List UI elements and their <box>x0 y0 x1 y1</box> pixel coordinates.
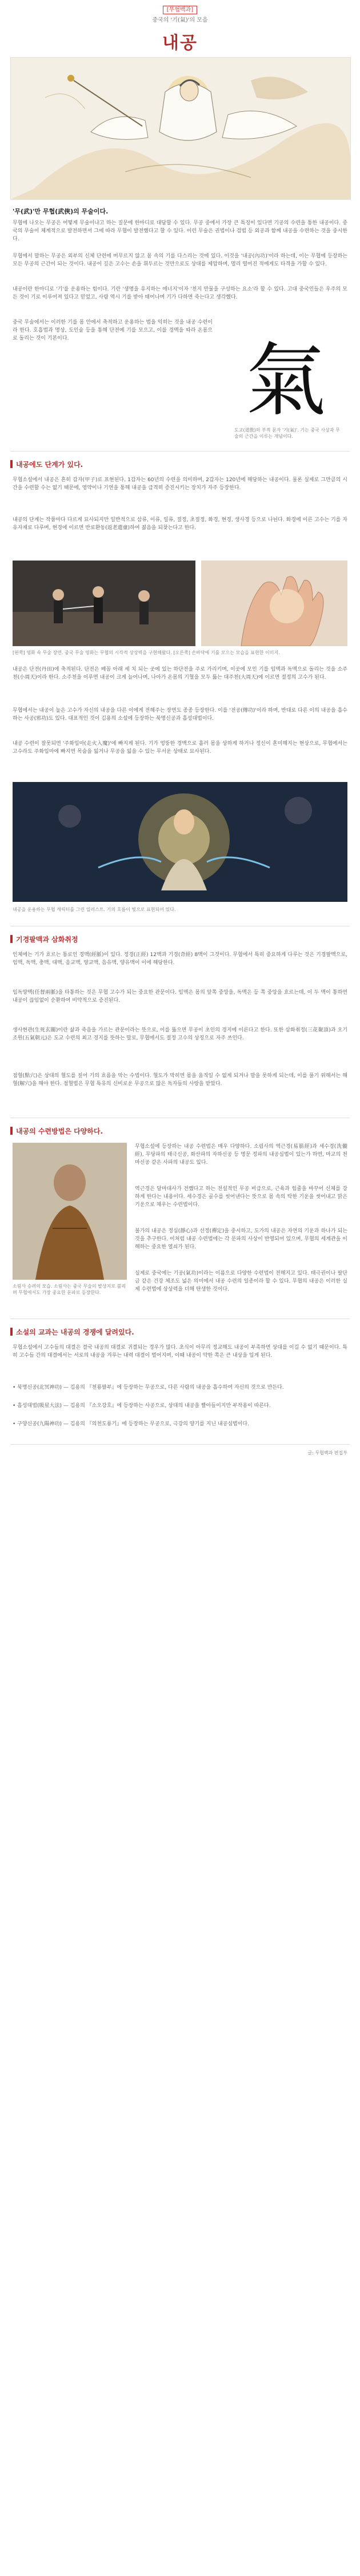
section-5-list-item-1: • 북명신공(北冥神功) — 김용의 『천룡팔부』에 등장하는 무공으로, 다른 사람의 내공을 흡수하여 자신의 것으로 만든다. <box>13 1385 284 1390</box>
intro-paragraph-1: 무협에 나오는 무공은 어떻게 무술이냐고 하는 질문에 한마디로 대답할 수 있다. 무공 중에서 가장 큰 특징이 있다면 기공의 수련을 통한 내공이다. 중국의 무술이 체계적으로 발전하면서 그에 따라 무협이 발전했다고 할 수 있다. 이런 무술은 권법이나 검법 등 외공과 함께 내공을 수련하는 것을 중시한다. <box>13 220 347 242</box>
hero-illustration <box>10 57 351 200</box>
section-accent <box>10 1328 13 1336</box>
section-2-paragraph-3: 내공은 단전(丹田)에 축적된다. 단전은 배꼽 아래 세 치 되는 곳에 있는 하단전을 주로 가리키며, 이곳에 모인 기를 임맥과 독맥으로 돌리는 것을 소주천(小周天)이라 한다. 소주천을 이루면 내공이 크게 늘어나며, 나아가 온몸의 기혈을 모두 뚫는 대주천(大周天)에 이르면 절정의 고수가 된다. <box>13 667 347 680</box>
section-2-paragraph-2: 내공의 단계는 작품마다 다르게 묘사되지만 일반적으로 삼류, 이류, 일류, 절정, 초절정, 화경, 현경, 생사경 등으로 나뉜다. 화경에 이른 고수는 기를 자유자재로 다루며, 현경에 이르면 반로환동(返老還童)하여 젊음을 되찾는다고 한다. <box>13 517 347 531</box>
footer-divider <box>10 1444 350 1445</box>
intro-paragraph-3: 내공이란 한마디로 '기'를 운용하는 힘이다. 기란 '생명을 유지하는 에너지'이자 '천지 만물을 구성하는 요소'라 할 수 있다. 고대 중국인들은 우주의 모든 것이 기로 이루어져 있다고 믿었고, 사람 역시 기를 받아 태어나며 기가 다하면 죽는다고 생각했다. <box>13 287 347 300</box>
section-4-title: 내공의 수련방법은 다양하다. <box>16 1127 103 1135</box>
section-5-paragraph-1: 무협소설에서 고수들의 대결은 결국 내공의 대결로 귀결되는 경우가 많다. 초식이 아무리 정교해도 내공이 부족하면 상대를 이길 수 없기 때문이다. 특히 고수들 간의 대결에서는 서로의 내공을 겨루는 내력 대결이 벌어지며, 이때 내공이 약한 쪽은 큰 내상을 입게 된다. <box>13 1345 347 1358</box>
section-2-paragraph-5: 내공 수련이 잘못되면 '주화입마(走火入魔)'에 빠지게 된다. 기가 엉뚱한 경맥으로 흘러 몸을 상하게 하거나 정신이 혼미해지는 현상으로, 무협에서는 고수라도 주화입마에 빠지면 목숨을 잃거나 무공을 잃을 수 있는 무서운 상태로 묘사된다. <box>13 741 347 755</box>
section-5-title: 소설의 교과는 내공의 경쟁에 달려있다. <box>16 1328 134 1336</box>
qi-calligraphy-icon: 氣 <box>245 334 326 428</box>
section-4-paragraph-2: 역근경은 달마대사가 전했다고 하는 전설적인 무공 비급으로, 근육과 힘줄을 바꾸어 신체를 강하게 한다는 내용이다. 세수경은 골수를 씻어낸다는 뜻으로 몸 속의 탁한 기운을 씻어내고 맑은 기운으로 채우는 수련법이다. <box>135 1186 347 1208</box>
section-3-paragraph-3: 생사현관(生死玄關)이란 삶과 죽음을 가르는 관문이라는 뜻으로, 이를 뚫으면 무공이 초인의 경지에 이른다고 한다. 또한 삼화취정(三花聚頂)과 오기조원(五氣朝元)은 도교 수련의 최고 경지를 뜻하는 말로, 무협에서도 절정 고수의 상징으로 자주 쓰인다. <box>13 1027 347 1041</box>
palm-energy-photo <box>201 561 347 646</box>
section-3-paragraph-4: 점혈(點穴)은 상대의 혈도를 짚어 기의 흐름을 막는 수법이다. 혈도가 막히면 몸을 움직일 수 없게 되거나 말을 못하게 되는데, 이를 풀기 위해서는 해혈(解穴)을 해야 한다. 점혈법은 무협 특유의 신비로운 무공으로 많은 독자들의 사랑을 받았다. <box>13 1073 347 1087</box>
section-3-paragraph-1: 인체에는 기가 흐르는 통로인 경맥(經脈)이 있다. 정경(正經) 12맥과 기경(奇經) 8맥이 그것이다. 무협에서 특히 중요하게 다루는 것은 기경팔맥으로, 임맥, 독맥, 충맥, 대맥, 음교맥, 양교맥, 음유맥, 양유맥이 이에 해당한다. <box>13 952 347 966</box>
article-footer: 글: 무협백과 편집부 <box>307 1450 347 1456</box>
section-4-paragraph-4: 실제로 중국에는 기공(氣功)이라는 이름으로 다양한 수련법이 전해지고 있다. 태극권이나 팔단금 같은 건강 체조도 넓은 의미에서 내공 수련의 일종이라 할 수 있다. 무협의 내공은 이러한 실제 수련법에 상상력을 더해 탄생한 것이다. <box>135 1271 347 1292</box>
intro-title: '무(武)'만 무협(武俠)의 무술이다. <box>13 208 109 215</box>
photo-caption: [왼쪽] 영화 속 무술 장면. 중국 무술 영화는 무협의 시각적 상상력을 구현해왔다. [오른쪽] 손바닥에 기를 모으는 모습을 표현한 이미지. <box>13 650 280 655</box>
shaolin-monk-photo <box>13 1143 127 1280</box>
section-2-title: 내공에도 단계가 있다. <box>16 461 83 469</box>
section-4-paragraph-3: 불가의 내공은 정심(靜心)과 선정(禪定)을 중시하고, 도가의 내공은 자연의 기운과 하나가 되는 것을 추구한다. 이처럼 내공 수련법에는 각 문파의 사상이 반영되어 있으며, 무협의 세계관을 이해하는 중요한 열쇠가 된다. <box>135 1228 347 1250</box>
section-accent <box>10 1127 13 1135</box>
section-2-paragraph-4: 무협에서는 내공이 높은 고수가 자신의 내공을 다른 이에게 전해주는 장면도 종종 등장한다. 이를 '전공(傳功)'이라 하며, 반대로 다른 이의 내공을 흡수하는 사공(邪功)도 있다. 대표적인 것이 김용의 소설에 등장하는 북명신공과 흡성대법이다. <box>13 708 347 721</box>
article-subtitle: 중국의 '기(氣)'의 모음 <box>152 17 208 23</box>
category-badge[interactable] <box>0 5 360 13</box>
monk-caption: 소림사 승려의 모습. 소림사는 중국 무술의 발상지로 불리며 무협에서도 가장 중요한 문파로 등장한다. <box>13 1284 126 1295</box>
category-badge-label[interactable]: [무협백과] <box>163 6 197 14</box>
section-accent <box>10 935 13 943</box>
martial-arts-photo <box>13 561 195 646</box>
intro-paragraph-4: 중국 무술에서는 이러한 기를 몸 안에서 축적하고 운용하는 법을 익히는 것을 내공 수련이라 한다. 호흡법과 명상, 도인술 등을 통해 단전에 기를 모으고, 이를 경맥을 따라 온몸으로 돌리는 것이 기본이다. <box>13 320 213 341</box>
qi-art-illustration <box>13 782 347 902</box>
section-3-title: 기경팔맥과 삼화취정 <box>16 936 78 944</box>
section-3-paragraph-2: 임독양맥(任督兩脈)을 타통하는 것은 무협 고수가 되는 중요한 관문이다. 임맥은 몸의 앞쪽 중앙을, 독맥은 등 쪽 중앙을 흐르는데, 이 두 맥이 통하면 내공이 끊임없이 순환하여 비약적으로 증진된다. <box>13 990 347 1003</box>
section-4-paragraph-1: 무협소설에 등장하는 내공 수련법은 매우 다양하다. 소림사의 역근경(易筋經)과 세수경(洗髓經), 무당파의 태극신공, 화산파의 자하신공 등 명문 정파의 내공심법이 있는가 하면, 마교의 천마신공 같은 사파의 내공도 있다. <box>135 1144 347 1166</box>
section-accent <box>10 460 13 468</box>
article-title: 내공 <box>162 33 198 53</box>
intro-paragraph-2: 무협에서 말하는 무공은 외부의 신체 단련에 머무르지 않고 몸 속의 기를 다스리는 것에 있다. 이것을 '내공(內功)'이라 하는데, 이는 무협에 등장하는 모든 무공의 근간이 되는 것이다. 내공이 깊은 고수는 손을 휘두르는 것만으로도 상대를 제압하며, 멀리 떨어진 적에게도 타격을 가할 수 있다. <box>13 253 347 267</box>
section-5-list-item-2: • 흡성대법(吸星大法) — 김용의 『소오강호』에 등장하는 사공으로, 상대의 내공을 빨아들이지만 부작용이 따른다. <box>13 1403 271 1409</box>
calligraphy-caption: 도교(道敎)의 부적 문자 '기(氣)'. 기는 중국 사상과 무술의 근간을 이루는 개념이다. <box>234 428 340 439</box>
art-caption: 내공을 운용하는 무협 캐릭터를 그린 일러스트. 기의 흐름이 빛으로 표현되어 있다. <box>13 907 176 912</box>
section-2-paragraph-1: 무협소설에서 내공은 흔히 갑자(甲子)로 표현된다. 1갑자는 60년의 수련을 의미하며, 2갑자는 120년에 해당하는 내공이다. 물론 실제로 그만큼의 시간을 수련할 수는 없기 때문에, 영약이나 기연을 통해 내공을 급격히 증진시키는 장치가 자주 등장한다. <box>13 477 347 491</box>
section-5-list-item-3: • 구양신공(九陽神功) — 김용의 『의천도룡기』에 등장하는 무공으로, 극강의 양기를 지닌 내공심법이다. <box>13 1421 249 1427</box>
